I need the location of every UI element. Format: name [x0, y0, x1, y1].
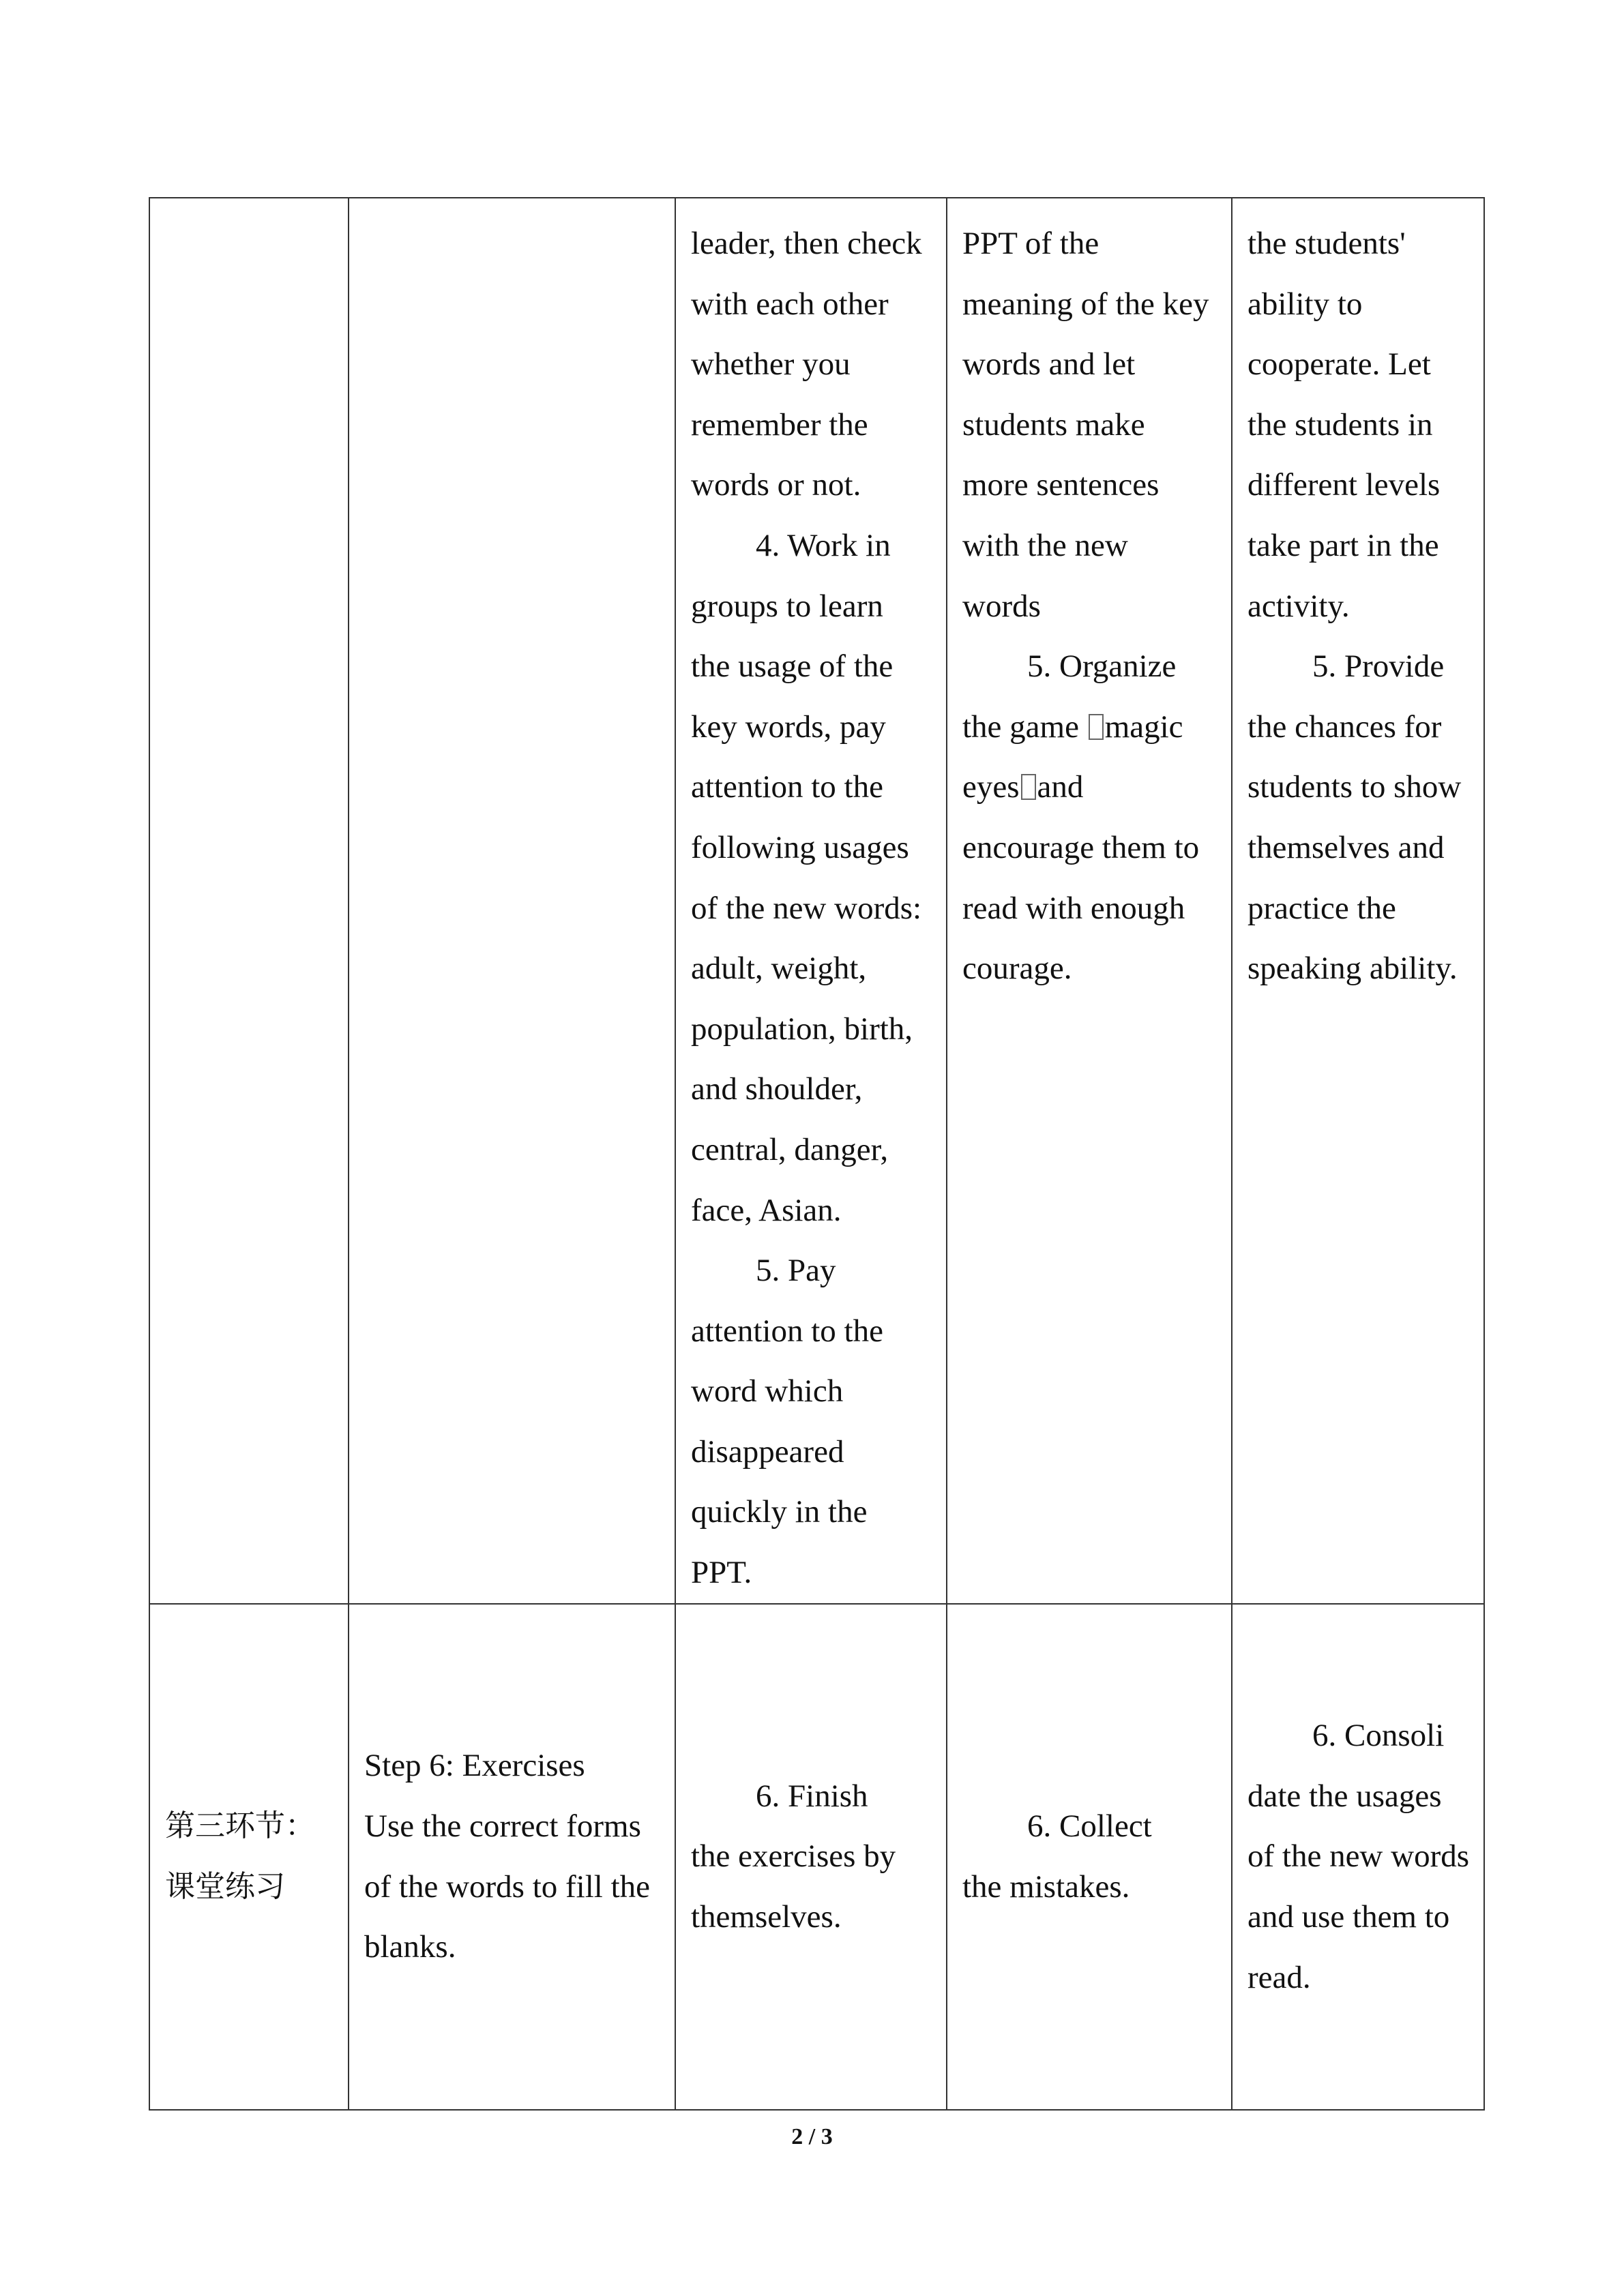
text-line: quickly in the: [691, 1494, 868, 1530]
text-line: the chances for: [1247, 709, 1442, 745]
text-line: [962, 757, 1219, 818]
text-line: remember the: [691, 406, 868, 443]
text-line: of the words to fill the: [364, 1868, 651, 1905]
text-line: attention to the: [691, 1313, 883, 1349]
text-line: ability to: [1247, 286, 1363, 322]
numbered-item: 5. Provide: [1312, 648, 1445, 685]
text-line: word which: [691, 1373, 844, 1410]
text-line: of the new words:: [691, 890, 922, 926]
table-cell-content: [349, 198, 675, 1604]
table-row: [149, 198, 1484, 1604]
text-line: more sentences: [962, 467, 1160, 503]
text-line: whether you: [691, 346, 851, 383]
text-line: the exercises by: [691, 1838, 896, 1875]
lesson-plan-table: [149, 197, 1485, 2111]
text-line: encourage them to: [962, 829, 1200, 865]
text-line: themselves.: [691, 1898, 842, 1935]
text-line: date the usages: [1247, 1778, 1442, 1814]
table-cell-stage: [149, 1604, 349, 2110]
text-line: students to show: [1247, 769, 1462, 805]
text-fragment: eyes: [962, 769, 1020, 805]
text-line: speaking ability.: [1247, 951, 1458, 987]
text-line: the students': [1247, 226, 1406, 261]
text-line: Step 6: Exercises: [364, 1748, 585, 1784]
table-cell-teacher-activity: [947, 1604, 1232, 2110]
numbered-item: 4. Work in: [756, 527, 891, 563]
text-line: take part in the: [1247, 527, 1439, 563]
text-line: central, danger,: [691, 1131, 889, 1167]
text-line: words or not.: [691, 467, 861, 503]
text-line: [962, 697, 1219, 758]
text-line: and use them to: [1247, 1898, 1450, 1935]
text-line: groups to learn: [691, 588, 883, 624]
text-line: adult, weight,: [691, 951, 867, 987]
text-line: practice the: [1247, 890, 1396, 926]
text-line: of the new words: [1247, 1838, 1470, 1875]
text-line: following usages: [691, 829, 909, 865]
text-line: the students in: [1247, 406, 1433, 443]
missing-glyph-icon: [1021, 774, 1036, 800]
text-line: themselves and: [1247, 829, 1445, 865]
table-cell-student-activity: [675, 1604, 947, 2110]
text-line: students make: [962, 406, 1145, 443]
text-fragment: the game: [962, 709, 1087, 745]
text-line: population, birth,: [691, 1011, 913, 1047]
numbered-item: 5. Organize: [1027, 648, 1177, 685]
text-fragment: and: [1037, 769, 1084, 805]
table-cell-student-activity: [675, 198, 947, 1604]
text-line: the usage of the: [691, 648, 894, 685]
text-line: face, Asian.: [691, 1192, 842, 1228]
text-line: meaning of the key: [962, 286, 1209, 322]
text-line: courage.: [962, 951, 1072, 987]
table-cell-purpose: [1232, 198, 1484, 1604]
text-fragment: magic: [1104, 709, 1183, 745]
numbered-item: 6. Finish: [756, 1778, 868, 1814]
table-cell-teacher-activity: [947, 198, 1232, 1604]
text-line: read with enough: [962, 890, 1185, 926]
text-line: different levels: [1247, 467, 1441, 503]
stage-label: 第三环节：: [165, 1808, 315, 1844]
text-line: with the new: [962, 527, 1128, 563]
missing-glyph-icon: [1089, 714, 1104, 740]
text-line: Use the correct forms: [364, 1808, 641, 1845]
text-line: and shoulder,: [691, 1071, 863, 1107]
table-cell-stage: [149, 198, 349, 1604]
text-line: activity.: [1247, 588, 1350, 624]
text-line: blanks.: [364, 1929, 456, 1965]
numbered-item: 6. Collect: [1027, 1808, 1152, 1845]
text-line: with each other: [691, 286, 889, 322]
text-line: the mistakes.: [962, 1868, 1130, 1905]
text-line: leader, then check: [691, 226, 922, 261]
text-line: cooperate. Let: [1247, 346, 1431, 383]
numbered-item: 5. Pay: [756, 1253, 836, 1289]
table-cell-content: [349, 1604, 675, 2110]
text-line: attention to the: [691, 769, 883, 805]
table-cell-purpose: [1232, 1604, 1484, 2110]
text-line: words: [962, 588, 1041, 624]
stage-label: 课堂练习: [165, 1868, 285, 1904]
text-line: words and let: [962, 346, 1136, 383]
text-line: read.: [1247, 1959, 1311, 1995]
text-line: PPT of the: [962, 226, 1099, 261]
text-line: disappeared: [691, 1433, 844, 1470]
text-line: PPT.: [691, 1555, 752, 1591]
page-number: 2 / 3: [791, 2124, 833, 2149]
text-line: key words, pay: [691, 709, 886, 745]
numbered-item: 6. Consoli: [1312, 1718, 1445, 1754]
table-row: [149, 1604, 1484, 2110]
